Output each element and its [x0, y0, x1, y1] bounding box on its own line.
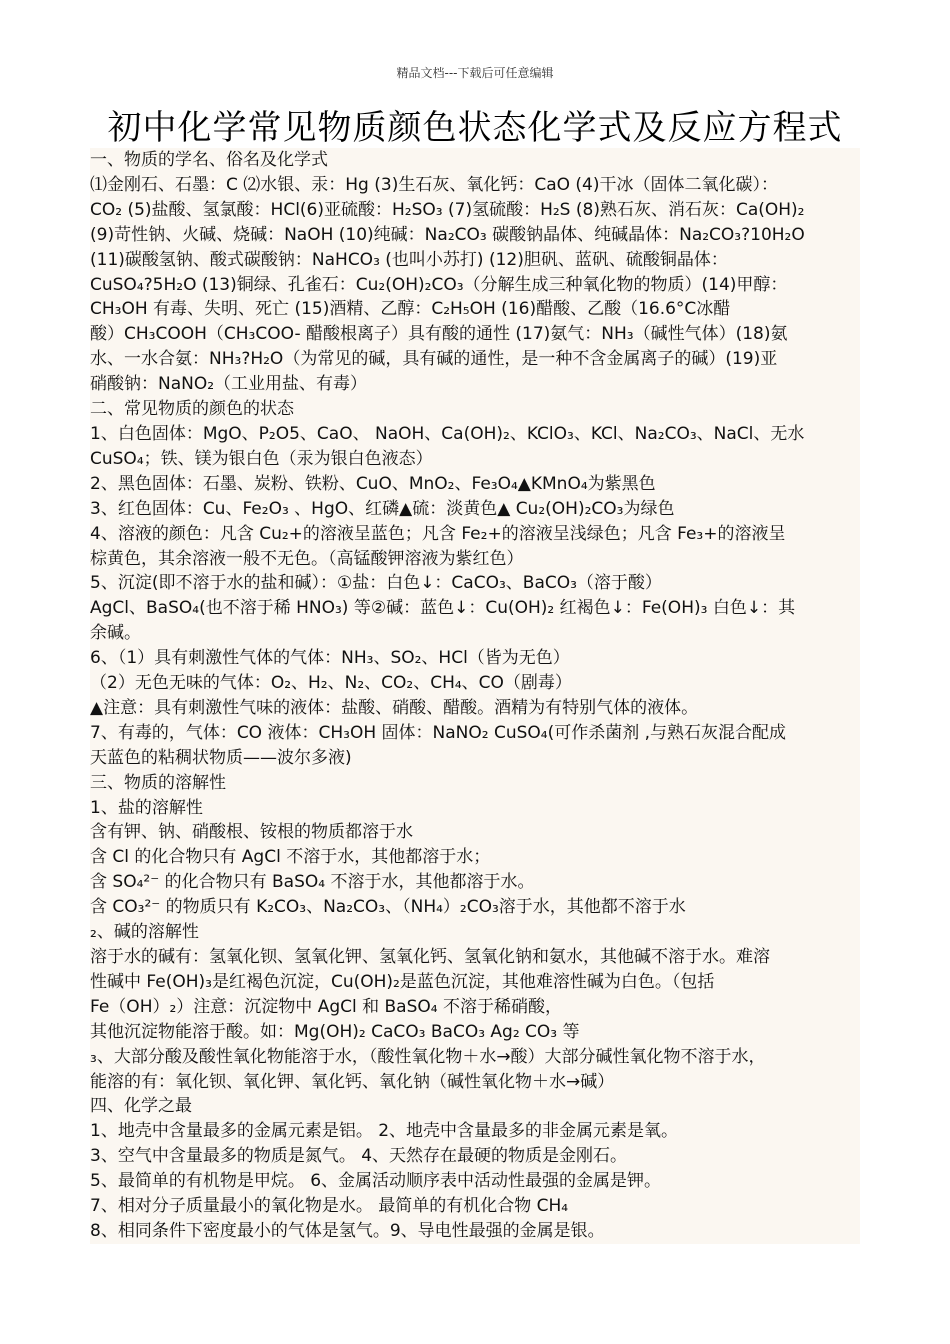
text-line: 水、一水合氨：NH₃?H₂O（为常见的碱，具有碱的通性，是一种不含金属离子的碱）(19)亚 [90, 349, 778, 370]
text-line: 5、沉淀(即不溶于水的盐和碱）：①盐：白色↓：CaCO₃、BaCO₃（溶于酸） [90, 573, 662, 594]
text-line: 溶于水的碱有：氢氧化钡、氢氧化钾、氢氧化钙、氢氧化钠和氨水，其他碱不溶于水。难溶 [90, 947, 770, 967]
text-line: 能溶的有：氧化钡、氧化钾、氧化钙、氧化钠（碱性氧化物＋水→碱） [90, 1071, 615, 1092]
text-line: 6、（1）具有刺激性气体的气体：NH₃、SO₂、HCl（皆为无色） [90, 648, 570, 669]
text-line: 8、相同条件下密度最小的气体是氢气。9、导电性最强的金属是银。 [90, 1220, 605, 1241]
text-line: ₃、大部分酸及酸性氧化物能溶于水，（酸性氧化物＋水→酸）大部分碱性氧化物不溶于水， [90, 1046, 766, 1067]
text-line: 含 SO₄²⁻ 的化合物只有 BaSO₄ 不溶于水，其他都溶于水。 [90, 872, 535, 893]
text-line: 5、最简单的有机物是甲烷。 6、金属活动顺序表中活动性最强的金属是钾。 [90, 1171, 662, 1192]
text-line: 硝酸钠：NaNO₂（工业用盐、有毒） [90, 374, 368, 395]
text-line: 酸）CH₃COOH（CH₃COO- 醋酸根离子）具有酸的通性 (17)氨气：NH₃（碱性气体）(18)氨 [90, 324, 788, 345]
document-body [90, 148, 860, 1244]
text-line: 4、溶液的颜色：凡含 Cu₂+的溶液呈蓝色；凡含 Fe₂+的溶液呈浅绿色；凡含 Fe₃+的溶液呈 [90, 523, 786, 544]
text-line: 1、盐的溶解性 [90, 797, 203, 818]
text-line: CO₂ (5)盐酸、氢氯酸：HCl(6)亚硫酸：H₂SO₃ (7)氢硫酸：H₂S (8)熟石灰、消石灰：Ca(OH)₂ [90, 199, 805, 220]
page-header: 精品文档---下载后可任意编辑 [396, 66, 554, 80]
text-line: 一、物质的学名、俗名及化学式 [90, 150, 328, 170]
text-line: ▲注意：具有刺激性气味的液体：盐酸、硝酸、醋酸。酒精为有特别气体的液体。 [90, 697, 699, 718]
text-line: 余碱。 [90, 623, 141, 644]
text-line: 其他沉淀物能溶于酸。如：Mg(OH)₂ CaCO₃ BaCO₃ Ag₂ CO₃ 等 [90, 1021, 580, 1042]
text-line: 二、常见物质的颜色的状态 [90, 399, 294, 420]
text-line: 棕黄色，其余溶液一般不无色。（高锰酸钾溶液为紫红色） [90, 548, 524, 569]
text-line: CuSO₄；铁、镁为银白色（汞为银白色液态） [90, 448, 433, 469]
text-line: (9)苛性钠、火碱、烧碱：NaOH (10)纯碱：Na₂CO₃ 碳酸钠晶体、纯碱晶体：Na₂CO₃?10H₂O [90, 224, 805, 245]
text-line: （2）无色无味的气体：O₂、H₂、N₂、CO₂、CH₄、CO（剧毒） [90, 673, 572, 694]
text-line: 3、空气中含量最多的物质是氮气。 4、天然存在最硬的物质是金刚石。 [90, 1146, 628, 1167]
text-line: 含 Cl 的化合物只有 AgCl 不溶于水，其他都溶于水； [90, 847, 491, 868]
text-line: 3、红色固体：Cu、Fe₂O₃ 、HgO、红磷▲硫：淡黄色▲ Cu₂(OH)₂CO₃为绿色 [90, 498, 675, 519]
text-line: (11)碳酸氢钠、酸式碳酸钠：NaHCO₃ (也叫小苏打) (12)胆矾、蓝矾、硫酸铜晶体： [90, 249, 728, 270]
text-line: CH₃OH 有毒、失明、死亡 (15)酒精、乙醇：C₂H₅OH (16)醋酸、乙酸（16.6°C冰醋 [90, 299, 731, 320]
text-line: 1、白色固体：MgO、P₂O5、CaO、 NaOH、Ca(OH)₂、KClO₃、KCl、Na₂CO₃、NaCl、无水 [90, 423, 805, 444]
text-line: 四、化学之最 [90, 1096, 192, 1117]
text-line: 含 CO₃²⁻ 的物质只有 K₂CO₃、Na₂CO₃、（NH₄）₂CO₃溶于水，其他都不溶于水 [90, 897, 686, 918]
text-line: 7、有毒的，气体：CO 液体：CH₃OH 固体：NaNO₂ CuSO₄(可作杀菌剂 ,与熟石灰混合配成 [90, 722, 787, 743]
text-line: CuSO₄?5H₂O (13)铜绿、孔雀石：Cu₂(OH)₂CO₃（分解生成三种氧化物的物质）(14)甲醇： [90, 274, 788, 295]
text-line: 2、黑色固体：石墨、炭粉、铁粉、CuO、MnO₂、Fe₃O₄▲KMnO₄为紫黑色 [90, 473, 656, 494]
page-title: 初中化学常见物质颜色状态化学式及反应方程式 [107, 108, 843, 148]
text-line: ₂、碱的溶解性 [90, 922, 199, 943]
text-line: 含有钾、钠、硝酸根、铵根的物质都溶于水 [90, 822, 413, 843]
text-line: 7、相对分子质量最小的氧化物是水。 最简单的有机化合物 CH₄ [90, 1196, 569, 1217]
text-line: 性碱中 Fe(OH)₃是红褐色沉淀，Cu(OH)₂是蓝色沉淀，其他难溶性碱为白色。（包括 [90, 971, 715, 992]
text-line: 1、地壳中含量最多的金属元素是铝。 2、地壳中含量最多的非金属元素是氧。 [90, 1121, 679, 1142]
text-line: AgCl、BaSO₄(也不溶于稀 HNO₃) 等②碱：蓝色↓：Cu(OH)₂ 红褐色↓：Fe(OH)₃ 白色↓：其 [90, 598, 796, 619]
text-line: ⑴金刚石、石墨：C ⑵水银、汞：Hg (3)生石灰、氧化钙：CaO (4)干冰（固体二氧化碳）： [90, 174, 778, 195]
text-line: 天蓝色的粘稠状物质——波尔多液) [90, 747, 352, 768]
text-line: 三、物质的溶解性 [90, 772, 226, 793]
text-line: Fe（OH）₂）注意：沉淀物中 AgCl 和 BaSO₄ 不溶于稀硝酸， [90, 996, 562, 1017]
